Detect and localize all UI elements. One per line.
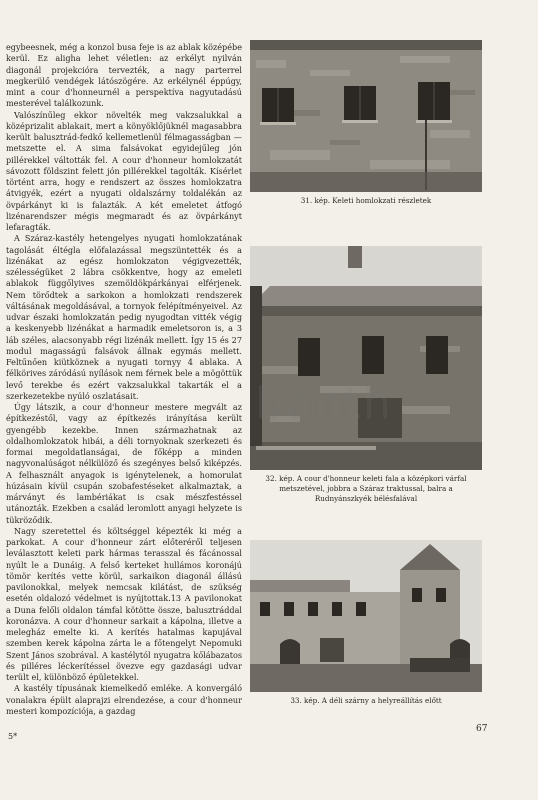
body-text-column [6,42,242,717]
paragraph: Úgy látszik, a cour d'honneur mestere megvált az építkezéstől, vagy az építkezés irányítása került gyengébb kezekbe. Innen származhatnak az oldalhomlokzatok hibái, a déli tornyoknak szerkezeti és formai megoldatlanságai, de főképp a minden nagyvonalúságot nélkülöző és szegényes belső kiképzés. A felhasznált anyagok is igénytelenek, a homorulat húzásain kívül csupán szobafestéseket alkalmaztak, a márványt és lambériákat is csak mészfestéssel utánozták. Ezekben a család leromlott anyagi helyzete is tükröződik. [6,402,242,525]
paragraph: Valószínűleg ekkor növelték meg vakzsalukkal a középrizalit ablakait, mert a könyöklőjüknél magasabbra került balusztrád-fedkő kellemetlenül félmagasságban — metszette el. A sima falsávokat egyidejűleg jón pillérekkel váltották fel. A cour d'honneur homlokzatát sávozott földszint felett jón pillérekkel tagolták. Kísérlet történt arra, hogy e rendszert az összes homlokzatra átvigyék, ezért a nyugati oldalszárny toldalékán az övpárkányt ki is falazták. A két emeletet átfogó lizénarendszer mégis megmaradt és az övpárkányt lefaragták. [6,109,242,232]
photo-cour-dhonneur-east-wall [250,246,482,470]
photo-east-facade [250,40,482,192]
figure-31 [250,40,482,206]
page-number: 67 [476,724,488,734]
paragraph: A Száraz-kastély hetengelyes nyugati homlokzatának tagolását éltégla előfalazással megszüntették és a lizénákat az egész homlokzaton végigvezették, szélességüket 2 lábra csökkentve, hogy az emeleti ablakok függőlyives szemöldökpárkányai elférjenek. Nem törődtek a sarkokon a homlokzati rendszerek váltásának megoldásával, a tornyok felépítményeivel. Az udvar északi homlokzatán pedig nyugodtan vitték végig a keskenyebb lizénákat a harmadik emeletsoron is, a 3 láb széles, alacsonyabb régi lizénák mellett. Így 15 és 27 modul magasságú falsávok állnak egymás mellett. Feltűnően kiütköznek a nyugati tornyy 4 ablaka. A félkörives záródású nyílások nem férnek bele a mögöttük levő terekbe és ezért vakzsalukkal takarták el a szerkezetekbe nyúló oszlatásait. [6,233,242,401]
watermark: banth [255,378,393,429]
figure-32 [250,246,482,504]
figure-33 [250,540,482,706]
figure-caption: 31. kép. Keleti homlokzati részletek [300,196,432,205]
photo-south-wing [250,540,482,692]
paragraph: Nagy szeretettel és költséggel képezték ki még a parkokat. A cour d'honneur zárt előteréről teljesen leválasztott keleti park hármas terasszal és fácánossal nyúlt le a Dunáig. A felső kerteket hullámos koronájú tömör kerítés vette körül, sarkaikon diagonál állású pavilonokkal, melyek nemcsak kilátást, de szükség esetén oldalozó védelmet is nyújtottak.13 A pavilonokat a Duna felőli oldalon támfal kötötte össze, balusztráddal koronázva. A cour d'honneur sarkait a kápolna, illetve a melegház emelte ki. A kerítés hatalmas kapujával szemben kerek kápolna zárta le a főtengelyt Nepomuki Szent János szobrával. A kastélytól nyugatra kőlábazatos és pilléres léckerítéssel övezve egy gazdasági udvar terült el, különböző épületekkel. [6,525,242,682]
paragraph: egybeesnek, még a konzol busa feje is az ablak középébe kerül. Ez aligha lehet véletlen: az erkélyt nyilván diagonál projekcióra tervezték, a nagy parterrel megkerülő vendégek látószögére. Az erkélynél éppúgy, mint a cour d'honneurnél a perspektíva nagyutadású mesterével találkozunk. [6,42,242,109]
signature-mark: 5* [8,732,18,741]
figure-caption: 33. kép. A déli szárny a helyreállítás előtt [290,696,442,705]
figure-caption: 32. kép. A cour d'honneur keleti fala a középkori várfal metszetével, jobbra a Száraz traktussal, balra a Rudnyánszkyék bélésfalával [265,474,467,503]
paragraph: A kastély típusának kiemelkedő emléke. A konvergáló vonalakra épült alaprajzi elrendezése, a cour d'honneur mesteri kompozíciója, a gazdag [6,683,242,716]
